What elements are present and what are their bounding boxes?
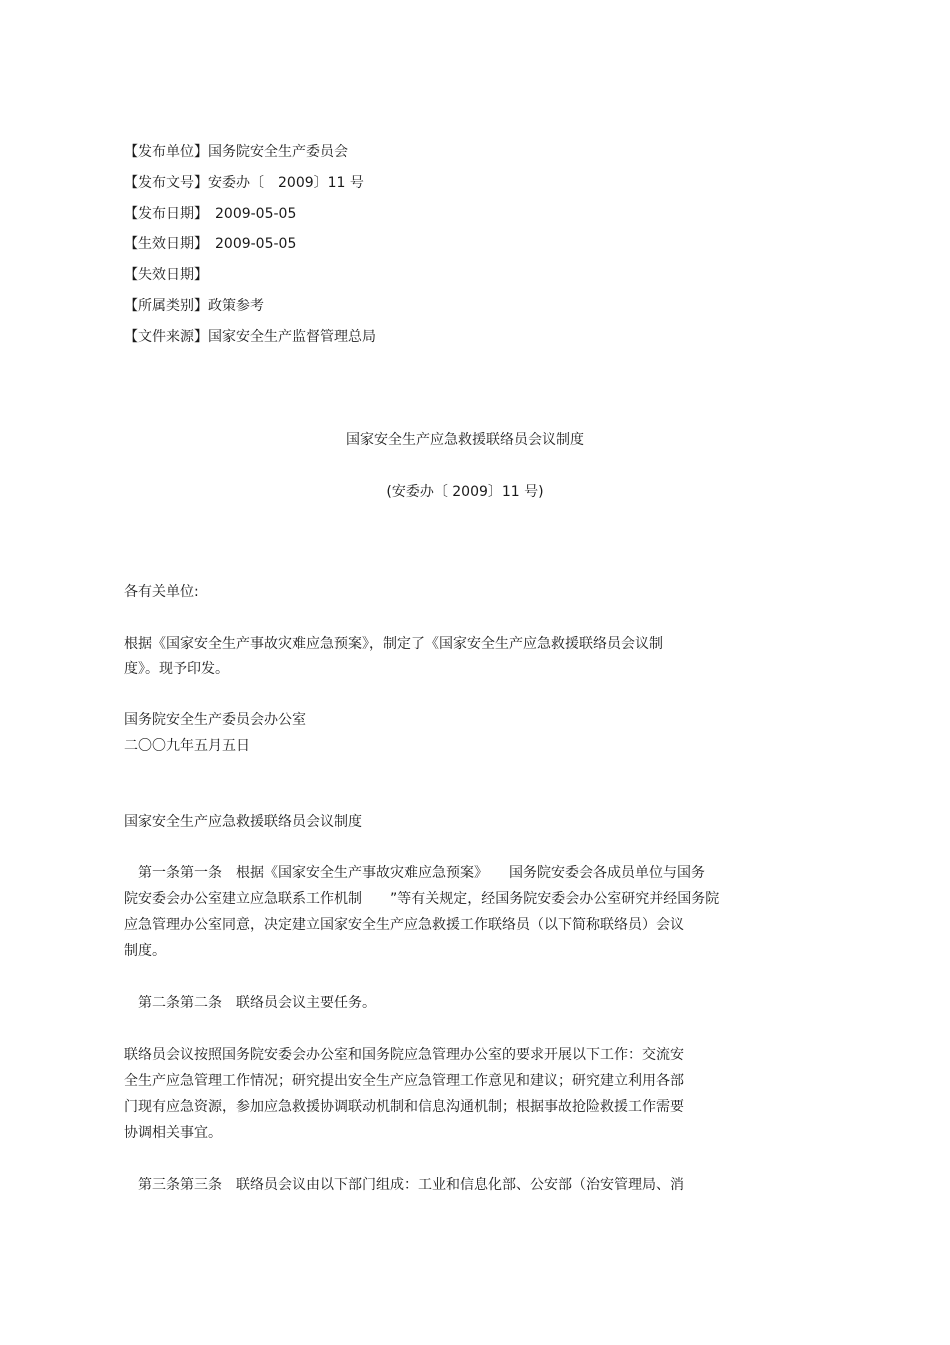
intro-line: 度》。现予印发。 [124,661,229,677]
article1-line: 院安委会办公室建立应急联系工作机制 ”等有关规定，经国务院安委会办公室研究并经国务院 [124,891,720,907]
meta-issue-date-row [124,205,296,223]
article1-line: 制度。 [124,943,166,959]
meta-key: 【失效日期】 [124,267,208,283]
meta-value: 国家安全生产监督管理总局 [208,329,376,345]
article1-line: 第一条第一条 根据《国家安全生产事故灾难应急预案》 国务院安委会各成员单位与国务 [124,865,705,881]
meta-value: 政策参考 [208,298,264,314]
article2-line: 门现有应急资源，参加应急救援协调联动机制和信息沟通机制；根据事故抢险救援工作需要 [124,1099,684,1115]
body-title: 国家安全生产应急救援联络员会议制度 [124,814,362,830]
meta-expiry-date-row [124,266,208,284]
meta-key: 【发布日期】 [124,206,201,222]
meta-value: 2009-05-05 [201,236,297,252]
meta-key: 【所属类别】 [124,298,208,314]
article1-line: 应急管理办公室同意，决定建立国家安全生产应急救援工作联络员（以下简称联络员）会议 [124,917,684,933]
meta-key: 【生效日期】 [124,236,201,252]
issuer: 国务院安全生产委员会办公室 [124,712,306,728]
meta-doc-number-row [124,174,364,192]
issue-date: 二〇〇九年五月五日 [124,738,250,754]
article3-line: 第三条第三条 联络员会议由以下部门组成：工业和信息化部、公安部（治安管理局、消 [124,1177,684,1193]
meta-key: 【发布文号】 [124,175,208,191]
meta-value: 国务院安全生产委员会 [208,144,348,160]
salutation: 各有关单位: [124,584,199,600]
meta-value: 2009-05-05 [201,206,297,222]
document-title: 国家安全生产应急救援联络员会议制度 [346,432,584,448]
document-number: (安委办〔 2009〕11 号) [386,484,544,500]
article2-line: 全生产应急管理工作情况；研究提出安全生产应急管理工作意见和建议；研究建立利用各部 [124,1073,684,1089]
meta-category-row [124,297,264,315]
intro-line: 根据《国家安全生产事故灾难应急预案》，制定了《国家安全生产应急救援联络员会议制 [124,636,663,652]
meta-key: 【发布单位】 [124,144,208,160]
meta-issuer-row [124,143,348,161]
meta-source-row [124,328,376,346]
meta-effective-date-row [124,235,296,253]
meta-value: 安委办〔 2009〕11 号 [208,175,364,191]
article2-heading: 第二条第二条 联络员会议主要任务。 [124,995,376,1011]
article2-line: 联络员会议按照国务院安委会办公室和国务院应急管理办公室的要求开展以下工作：交流安 [124,1047,684,1063]
article2-line: 协调相关事宜。 [124,1125,222,1141]
meta-key: 【文件来源】 [124,329,208,345]
